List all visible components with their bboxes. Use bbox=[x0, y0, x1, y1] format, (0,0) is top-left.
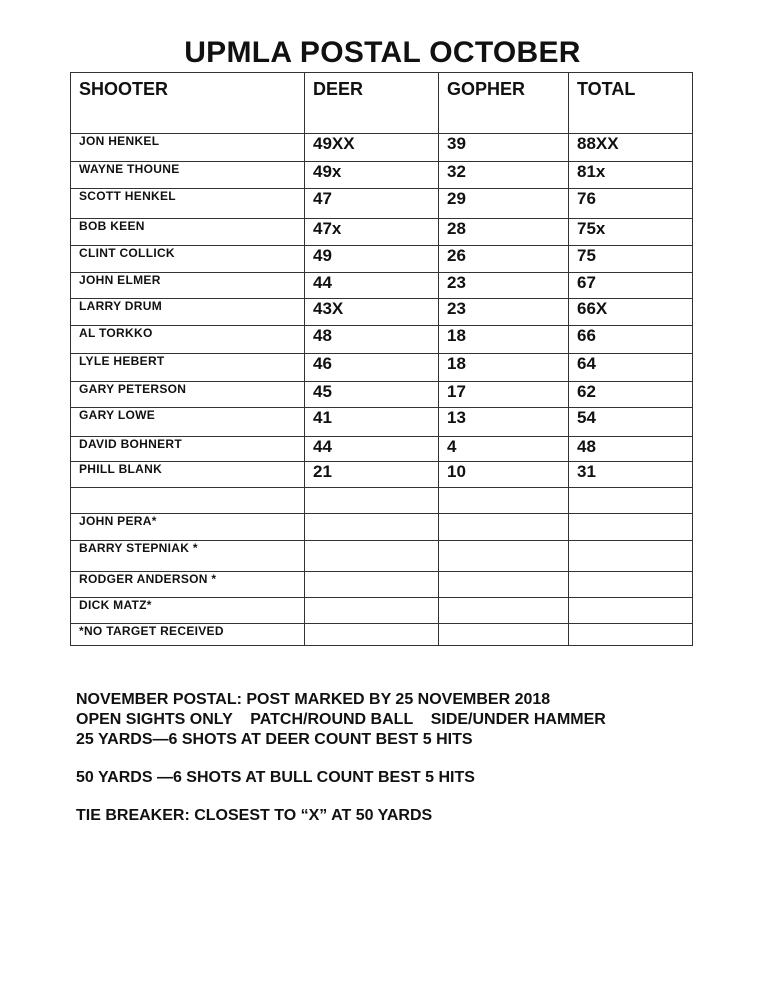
deer-cell: 44 bbox=[305, 273, 439, 299]
shooter-cell: GARY PETERSON bbox=[71, 382, 305, 408]
total-cell: 75x bbox=[569, 219, 693, 246]
total-cell: 64 bbox=[569, 354, 693, 382]
table-row bbox=[71, 326, 693, 354]
table-row bbox=[71, 354, 693, 382]
scores-table bbox=[70, 72, 693, 646]
table-row bbox=[71, 134, 693, 162]
gopher-cell: 29 bbox=[439, 189, 569, 219]
gopher-cell: 17 bbox=[439, 382, 569, 408]
table-row bbox=[71, 572, 693, 598]
notes-line: 25 YARDS—6 SHOTS AT DEER COUNT BEST 5 HITS bbox=[76, 731, 473, 748]
total-cell: 76 bbox=[569, 189, 693, 219]
shooter-cell: DICK MATZ* bbox=[71, 598, 305, 624]
table-row bbox=[71, 514, 693, 541]
shooter-cell: BOB KEEN bbox=[71, 219, 305, 246]
shooter-cell: RODGER ANDERSON * bbox=[71, 572, 305, 598]
deer-cell: 47 bbox=[305, 189, 439, 219]
gopher-cell: 18 bbox=[439, 326, 569, 354]
table-row bbox=[71, 541, 693, 572]
notes-line: OPEN SIGHTS ONLY PATCH/ROUND BALL SIDE/UNDER HAMMER bbox=[76, 711, 606, 728]
deer-cell: 41 bbox=[305, 408, 439, 437]
shooter-cell bbox=[71, 488, 305, 514]
table-row bbox=[71, 488, 693, 514]
total-cell: 66 bbox=[569, 326, 693, 354]
gopher-cell bbox=[439, 514, 569, 541]
deer-cell: 46 bbox=[305, 354, 439, 382]
gopher-cell bbox=[439, 488, 569, 514]
deer-cell bbox=[305, 624, 439, 646]
table-row bbox=[71, 624, 693, 646]
shooter-cell: GARY LOWE bbox=[71, 408, 305, 437]
shooter-cell: WAYNE THOUNE bbox=[71, 162, 305, 189]
shooter-cell: AL TORKKO bbox=[71, 326, 305, 354]
total-cell: 66X bbox=[569, 299, 693, 326]
notes-line: 50 YARDS —6 SHOTS AT BULL COUNT BEST 5 HITS bbox=[76, 769, 475, 786]
shooter-cell: DAVID BOHNERT bbox=[71, 437, 305, 462]
deer-cell: 21 bbox=[305, 462, 439, 488]
gopher-cell bbox=[439, 541, 569, 572]
notes-line: TIE BREAKER: CLOSEST TO “X” AT 50 YARDS bbox=[76, 807, 433, 824]
notes-line: NOVEMBER POSTAL: POST MARKED BY 25 NOVEMBER 2018 bbox=[76, 691, 551, 708]
table-row bbox=[71, 408, 693, 437]
shooter-cell: LARRY DRUM bbox=[71, 299, 305, 326]
table-row bbox=[71, 299, 693, 326]
table-header-row bbox=[71, 73, 693, 134]
deer-cell bbox=[305, 572, 439, 598]
instructions-block bbox=[76, 690, 736, 826]
gopher-cell bbox=[439, 598, 569, 624]
total-cell bbox=[569, 572, 693, 598]
total-cell: 48 bbox=[569, 437, 693, 462]
total-cell: 75 bbox=[569, 246, 693, 273]
shooter-cell: BARRY STEPNIAK * bbox=[71, 541, 305, 572]
column-header-deer: DEER bbox=[305, 73, 439, 134]
shooter-cell: JON HENKEL bbox=[71, 134, 305, 162]
shooter-cell: PHILL BLANK bbox=[71, 462, 305, 488]
gopher-cell: 23 bbox=[439, 299, 569, 326]
table-row bbox=[71, 462, 693, 488]
shooter-cell: CLINT COLLICK bbox=[71, 246, 305, 273]
deer-cell: 45 bbox=[305, 382, 439, 408]
table-row bbox=[71, 246, 693, 273]
deer-cell: 43X bbox=[305, 299, 439, 326]
page-title: UPMLA POSTAL OCTOBER bbox=[184, 36, 581, 69]
total-cell bbox=[569, 624, 693, 646]
table-row bbox=[71, 273, 693, 299]
shooter-cell: JOHN PERA* bbox=[71, 514, 305, 541]
total-cell: 31 bbox=[569, 462, 693, 488]
deer-cell bbox=[305, 541, 439, 572]
column-header-gopher: GOPHER bbox=[439, 73, 569, 134]
deer-cell: 49 bbox=[305, 246, 439, 273]
gopher-cell: 18 bbox=[439, 354, 569, 382]
table-row bbox=[71, 219, 693, 246]
deer-cell: 44 bbox=[305, 437, 439, 462]
table-row bbox=[71, 189, 693, 219]
table-row bbox=[71, 382, 693, 408]
total-cell: 54 bbox=[569, 408, 693, 437]
total-cell bbox=[569, 514, 693, 541]
deer-cell bbox=[305, 488, 439, 514]
gopher-cell: 23 bbox=[439, 273, 569, 299]
gopher-cell: 32 bbox=[439, 162, 569, 189]
deer-cell: 49XX bbox=[305, 134, 439, 162]
shooter-cell: LYLE HEBERT bbox=[71, 354, 305, 382]
column-header-shooter: SHOOTER bbox=[71, 73, 305, 134]
gopher-cell: 39 bbox=[439, 134, 569, 162]
total-cell bbox=[569, 598, 693, 624]
shooter-cell: SCOTT HENKEL bbox=[71, 189, 305, 219]
gopher-cell bbox=[439, 572, 569, 598]
total-cell: 67 bbox=[569, 273, 693, 299]
total-cell bbox=[569, 541, 693, 572]
gopher-cell: 13 bbox=[439, 408, 569, 437]
total-cell: 88XX bbox=[569, 134, 693, 162]
total-cell bbox=[569, 488, 693, 514]
gopher-cell: 28 bbox=[439, 219, 569, 246]
deer-cell: 49x bbox=[305, 162, 439, 189]
total-cell: 62 bbox=[569, 382, 693, 408]
gopher-cell: 4 bbox=[439, 437, 569, 462]
shooter-cell: JOHN ELMER bbox=[71, 273, 305, 299]
table-row bbox=[71, 437, 693, 462]
total-cell: 81x bbox=[569, 162, 693, 189]
deer-cell: 48 bbox=[305, 326, 439, 354]
gopher-cell bbox=[439, 624, 569, 646]
deer-cell bbox=[305, 598, 439, 624]
table-row bbox=[71, 598, 693, 624]
column-header-total: TOTAL bbox=[569, 73, 693, 134]
table-row bbox=[71, 162, 693, 189]
gopher-cell: 10 bbox=[439, 462, 569, 488]
deer-cell: 47x bbox=[305, 219, 439, 246]
deer-cell bbox=[305, 514, 439, 541]
shooter-cell: *NO TARGET RECEIVED bbox=[71, 624, 305, 646]
gopher-cell: 26 bbox=[439, 246, 569, 273]
